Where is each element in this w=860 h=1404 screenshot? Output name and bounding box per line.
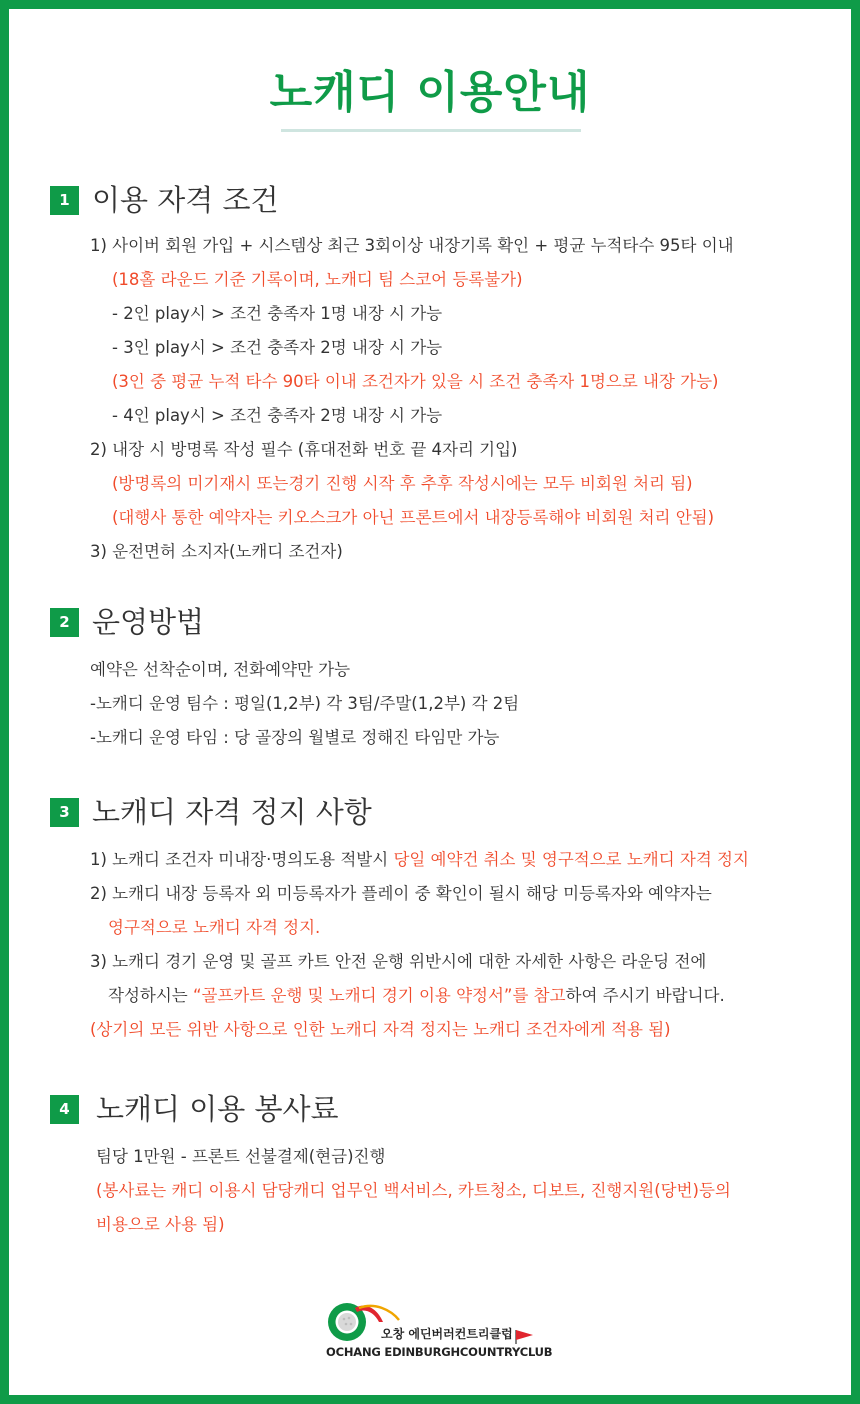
club-name-english: OCHANG EDINBURGHCOUNTRYCLUB: [326, 1345, 553, 1359]
section-2-line-2: -노캐디 운영 팀수 : 평일(1,2부) 각 3팀/주말(1,2부) 각 2팀: [90, 694, 520, 713]
line-highlight: “골프카트 운행 및 노캐디 경기 이용 약정서”를 참고: [192, 986, 566, 1005]
section-3-line-1: [90, 848, 749, 872]
section-1-line-2: - 2인 play시 > 조건 충족자 1명 내장 시 가능: [112, 304, 443, 323]
section-1-line-1: 1) 사이버 회원 가입 + 시스템상 최근 3회이상 내장기록 확인 + 평균 누적타수 95타 이내: [90, 236, 734, 255]
line-highlight: 당일 예약건 취소 및 영구적으로 노캐디 자격 정지: [393, 850, 749, 869]
section-3-note-2: (상기의 모든 위반 사항으로 인한 노캐디 자격 정지는 노캐디 조건자에게 적용 됨): [90, 1020, 671, 1039]
club-logo: [325, 1300, 553, 1364]
section-heading: 이용 자격 조건: [92, 183, 279, 217]
section-4-line-1: 팀당 1만원 - 프론트 선불결제(현금)진행: [96, 1147, 386, 1166]
section-heading: 노캐디 자격 정지 사항: [92, 795, 372, 829]
section-1-note-1: (18홀 라운드 기준 기록이며, 노캐디 팀 스코어 등록불가): [112, 270, 523, 289]
section-3-line-4: [108, 984, 725, 1008]
line-text: 작성하시는: [108, 986, 193, 1005]
section-3-line-2: 2) 노캐디 내장 등록자 외 미등록자가 플레이 중 확인이 될시 해당 미등록자와 예약자는: [90, 884, 712, 903]
club-name-korean: 오창 에딘버러컨트리클럽: [381, 1327, 513, 1341]
section-4-note-1: (봉사료는 캐디 이용시 담당캐디 업무인 백서비스, 카트청소, 디보트, 진행지원(당번)등의: [96, 1181, 731, 1200]
section-3-line-3: 3) 노캐디 경기 운영 및 골프 카트 안전 운행 위반시에 대한 자세한 사항은 라운딩 전에: [90, 952, 707, 971]
section-number-badge: 3: [50, 798, 79, 827]
section-4-note-2: 비용으로 사용 됨): [96, 1215, 225, 1234]
section-number-badge: 4: [50, 1095, 79, 1124]
section-1-note-3: (방명록의 미기재시 또는경기 진행 시작 후 추후 작성시에는 모두 비회원 처리 됨): [112, 474, 693, 493]
line-text: 1) 노캐디 조건자 미내장·명의도용 적발시: [90, 850, 394, 869]
section-heading: 운영방법: [92, 605, 205, 639]
section-2-line-1: 예약은 선착순이며, 전화예약만 가능: [90, 660, 351, 679]
page-title: 노캐디 이용안내: [269, 67, 591, 118]
section-1-line-3: - 3인 play시 > 조건 충족자 2명 내장 시 가능: [112, 338, 443, 357]
section-1-line-5: 2) 내장 시 방명록 작성 필수 (휴대전화 번호 끝 4자리 기입): [90, 440, 518, 459]
section-3-note-1: 영구적으로 노캐디 자격 정지.: [108, 918, 321, 937]
section-2-line-3: -노캐디 운영 타임 : 당 골장의 월별로 정해진 타임만 가능: [90, 728, 500, 747]
section-number-badge: 1: [50, 186, 79, 215]
section-1-note-4: (대행사 통한 예약자는 키오스크가 아닌 프론트에서 내장등록해야 비회원 처리 안됨): [112, 508, 715, 527]
title-underline: [281, 129, 581, 132]
section-1-line-4: - 4인 play시 > 조건 충족자 2명 내장 시 가능: [112, 406, 443, 425]
section-heading: 노캐디 이용 봉사료: [96, 1092, 339, 1126]
section-1-line-6: 3) 운전면허 소지자(노캐디 조건자): [90, 542, 343, 561]
line-text: 하여 주시기 바랍니다.: [565, 986, 725, 1005]
section-1-note-2: (3인 중 평균 누적 타수 90타 이내 조건자가 있을 시 조건 충족자 1명으로 내장 가능): [112, 372, 719, 391]
section-number-badge: 2: [50, 608, 79, 637]
